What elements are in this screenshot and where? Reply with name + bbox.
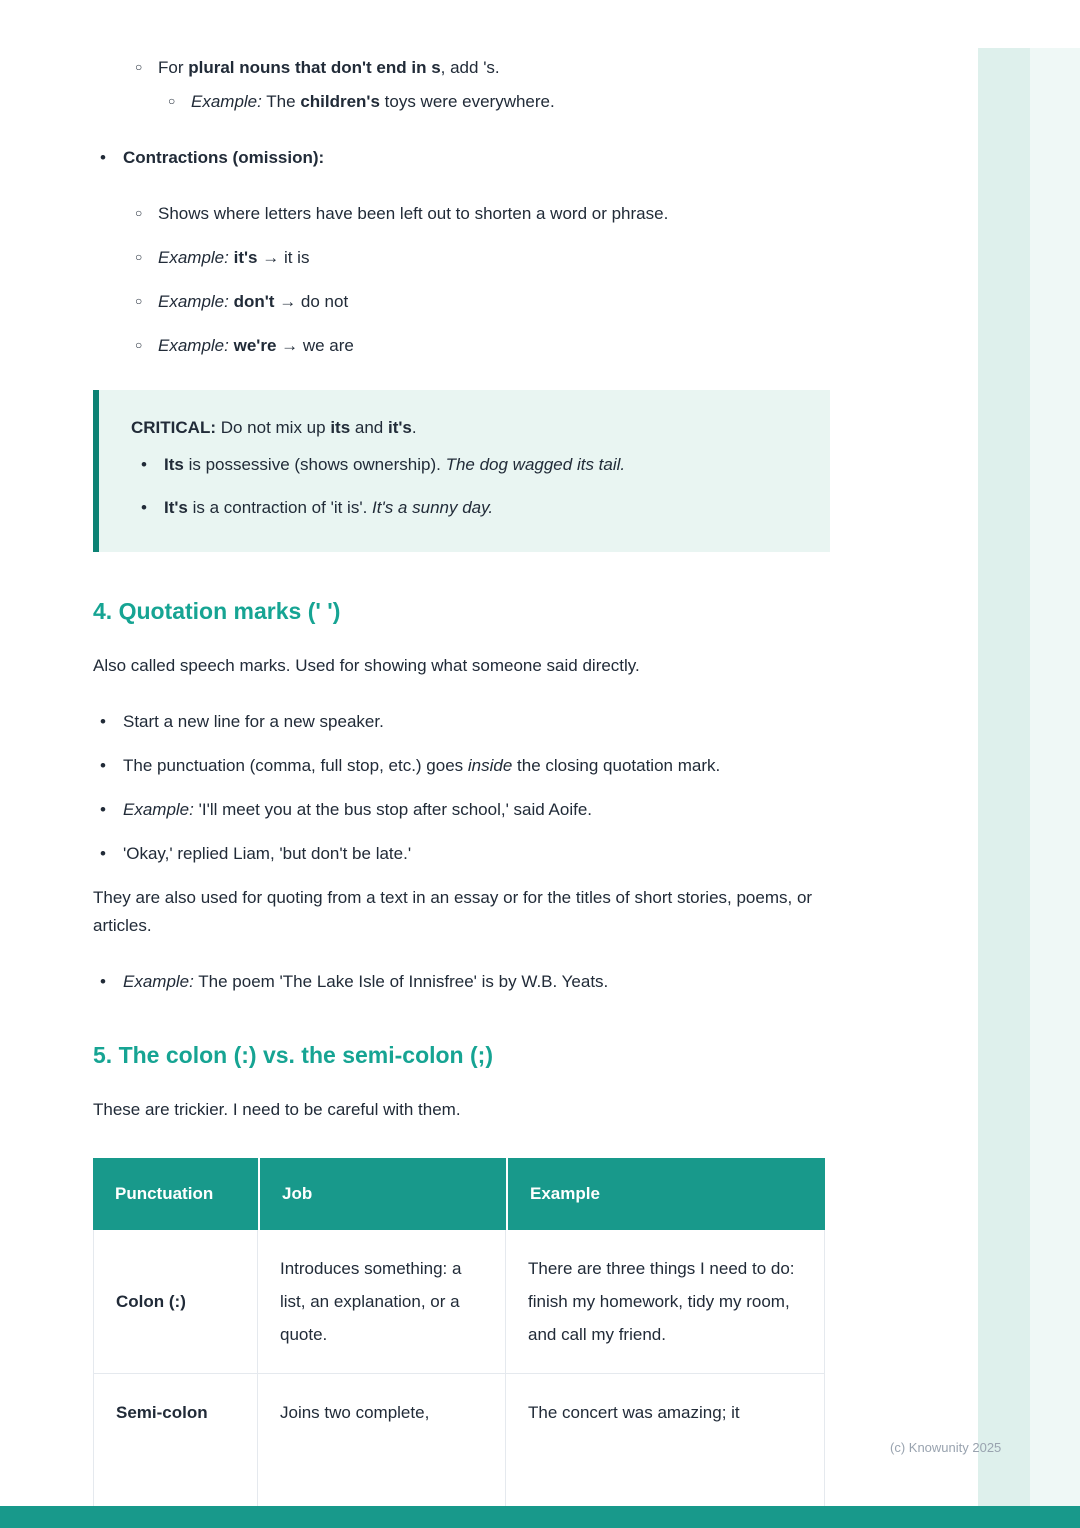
list-item [93, 796, 830, 824]
list-item-text: Example: The children's toys were everywhere. [191, 92, 555, 111]
list-item [93, 144, 830, 172]
column-header-example: Example [506, 1158, 825, 1230]
list-item [93, 968, 830, 996]
list-item [93, 200, 830, 228]
circle-bullet-icon [135, 200, 158, 228]
paragraph: They are also used for quoting from a text in an essay or for the titles of short stories, poems, or articles. [93, 888, 813, 935]
bullet-icon [100, 840, 123, 868]
cell-job: Introduces something: a list, an explanation, or a quote. [258, 1230, 506, 1374]
list-item [93, 54, 830, 82]
cell-punctuation: Semi-colon [93, 1374, 258, 1520]
section-heading-colon-semicolon: 5. The colon (:) vs. the semi-colon (;) [93, 1042, 493, 1068]
list-item [93, 288, 830, 316]
circle-bullet-icon [135, 54, 158, 82]
list-item [93, 332, 830, 360]
critical-callout [93, 390, 830, 552]
list-item-text: It's is a contraction of 'it is'. It's a sunny day. [164, 498, 494, 517]
list-item [93, 244, 830, 272]
paragraph: Also called speech marks. Used for showing what someone said directly. [93, 656, 640, 675]
list-item-text: Example: we're → we are [158, 336, 354, 355]
list-item [93, 88, 830, 116]
section-heading-quotation-marks: 4. Quotation marks (' ') [93, 598, 341, 624]
list-item [93, 752, 830, 780]
callout-title: CRITICAL: Do not mix up its and it's. [131, 418, 417, 437]
bullet-icon [100, 708, 123, 736]
bullet-icon [141, 451, 164, 479]
bullet-icon [100, 968, 123, 996]
list-item-text: The punctuation (comma, full stop, etc.) goes inside the closing quotation mark. [123, 756, 721, 775]
list-item-text: Example: don't → do not [158, 292, 349, 311]
list-item-text: Contractions (omission): [123, 148, 325, 167]
column-header-job: Job [258, 1158, 506, 1230]
circle-bullet-icon [135, 244, 158, 272]
circle-bullet-icon [168, 88, 191, 116]
list-item-text: For plural nouns that don't end in s, add 's. [158, 58, 500, 77]
cell-job: Joins two complete, [258, 1374, 506, 1520]
column-header-punctuation: Punctuation [93, 1158, 258, 1230]
punctuation-table [93, 1158, 825, 1520]
bullet-icon [100, 144, 123, 172]
page-edge-stripe [978, 48, 1030, 1506]
cell-example: There are three things I need to do: finish my homework, tidy my room, and call my friend. [506, 1230, 825, 1374]
list-item [93, 840, 830, 868]
table-header-row [93, 1158, 825, 1230]
list-item-text: Shows where letters have been left out to shorten a word or phrase. [158, 204, 669, 223]
list-item [131, 494, 806, 522]
paragraph: These are trickier. I need to be careful with them. [93, 1100, 461, 1119]
app-background-strip [1030, 48, 1080, 1506]
cell-punctuation: Colon (:) [93, 1230, 258, 1374]
list-item [93, 708, 830, 736]
circle-bullet-icon [135, 288, 158, 316]
list-item [131, 451, 806, 479]
bullet-icon [141, 494, 164, 522]
table-row [93, 1230, 825, 1374]
cell-example: The concert was amazing; it [506, 1374, 825, 1520]
list-item-text: Example: 'I'll meet you at the bus stop after school,' said Aoife. [123, 800, 592, 819]
bottom-bar [0, 1506, 1080, 1528]
list-item-text: Example: it's → it is [158, 248, 310, 267]
list-item-text: 'Okay,' replied Liam, 'but don't be late.' [123, 844, 412, 863]
bullet-icon [100, 752, 123, 780]
watermark: (c) Knowunity 2025 [890, 1440, 1002, 1455]
bullet-icon [100, 796, 123, 824]
circle-bullet-icon [135, 332, 158, 360]
page-content [93, 0, 830, 1520]
list-item-text: Start a new line for a new speaker. [123, 712, 384, 731]
list-item-text: Example: The poem 'The Lake Isle of Innisfree' is by W.B. Yeats. [123, 972, 609, 991]
table-row [93, 1374, 825, 1520]
list-item-text: Its is possessive (shows ownership). The dog wagged its tail. [164, 455, 626, 474]
